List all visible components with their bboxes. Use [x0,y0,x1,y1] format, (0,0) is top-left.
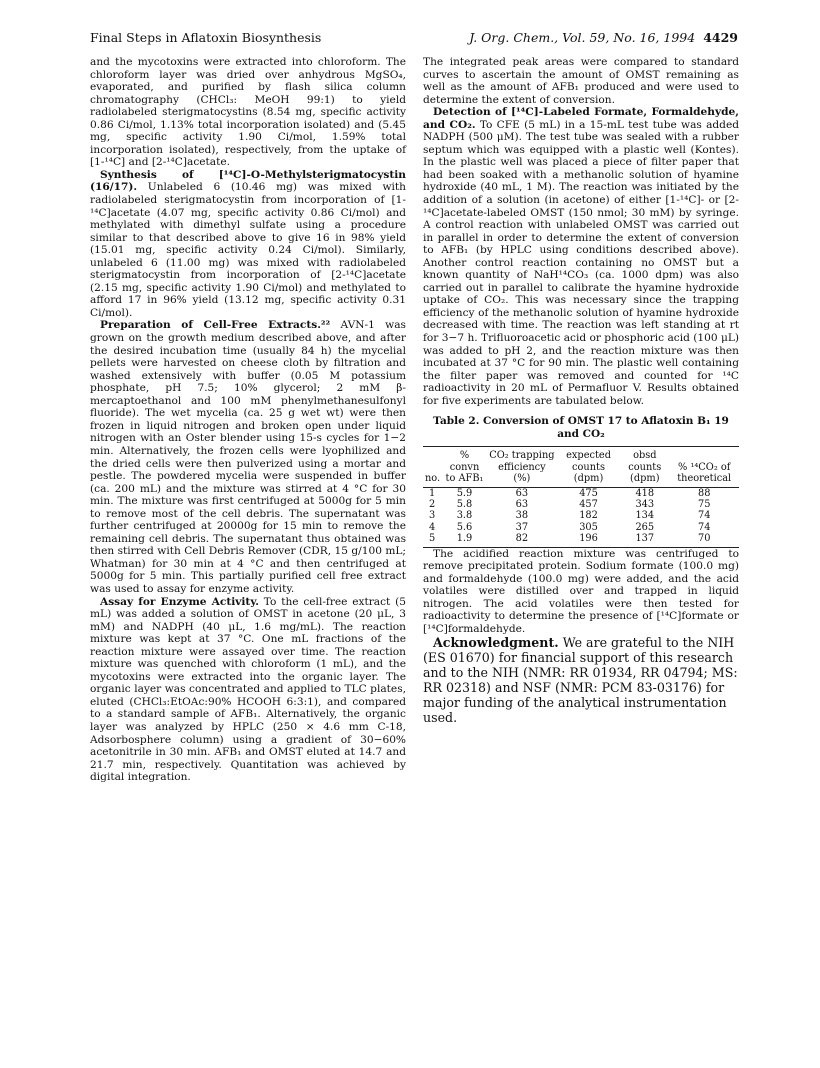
table-cell: 5.9 [456,487,473,499]
table-cell: 1 [429,487,436,499]
table-cell: 63 [515,487,529,499]
section-heading-detection: Detection of [¹⁴C]-Labeled Formate, Formaldehyde, and CO₂. [423,106,739,131]
table-row [423,533,739,547]
table-cell: 38 [515,510,529,522]
paragraph-body: AVN-1 was grown on the growth medium described above, and after the desired incubation time (usually 84 h) the mycelial pellets were harvested on cheese cloth by filtration and washed extensively with buffer (0.05 M potassium phosphate, pH 7.5; 10% glycerol; 2 mM β-mercaptoethanol and 100 mM phenylmethanesulfonyl fluoride). The wet mycelia (ca. 25 g wet wt) were then frozen in liquid nitrogen and broken open under liquid nitrogen with an Oster blender using 15-s cycles for 1−2 min. Alternatively, the frozen cells were lyophilized and the dried cells were then pulverized using a mortar and pestle. The powdered mycelia were suspended in buffer (ca. 200 mL) and the mixture was stirred at 4 °C for 30 min. The mixture was first centrifuged at 5000g for 5 min to remove most of the cell debris. The supernatant was further centrifuged at 20000g for 15 min to remove the remaining cell debris. The supernatant thus obtained was then stirred with Cell Debris Remover (CDR, 15 g/100 mL; Whatman) for 30 min at 4 °C and then centrifuged at 5000g for 5 min. This partially purified cell free extract was used to assay for enzyme activity. [90,319,406,595]
column-header: obsd counts (dpm) [628,450,662,485]
table-cell: 182 [579,510,598,522]
right-column [423,56,739,725]
table-cell: 63 [515,498,529,510]
table-cell: 305 [579,521,598,533]
table-cell: 5 [423,533,442,547]
acknowledgment [423,635,739,725]
table-cell: 82 [487,533,557,547]
table-cell: 74 [697,510,711,522]
table-cell: 3 [429,510,436,522]
table-cell: 5.8 [456,498,473,510]
paragraph-body: To the cell-free extract (5 mL) was added a solution of OMST in acetone (20 μL, 3 mM) and NADPH (40 μL, 1.6 mg/mL). The reaction mixture was kept at 37 °C. One mL fractions of the reaction mixture were assayed over time. The reaction mixture was quenched with chloroform (1 mL), and the mycotoxins were extracted into the organic layer. The organic layer was concentrated and applied to TLC plates, eluted (CHCl₃:EtOAc:90% HCOOH 6:3:1), and compared to a standard sample of AFB₁. Alternatively, the organic layer was analyzed by HPLC (250 × 4.6 mm C-18, Adsorbosphere column) using a gradient of 30−60% acetonitrile in 30 min. AFB₁ and OMST eluted at 14.7 and 21.7 min, respectively. Quantitation was achieved by digital integration. [90,595,406,784]
paragraph-synthesis-omst [90,169,406,320]
table-cell: 196 [557,533,620,547]
table-cell: 134 [635,510,655,522]
running-title: Final Steps in Aflatoxin Biosynthesis [90,30,322,45]
column-header: % ¹⁴CO₂ of theoretical [677,461,732,485]
table-row [423,487,739,499]
paragraph-continued: and the mycotoxins were extracted into chloroform. The chloroform layer was dried over anhydrous MgSO₄, evaporated, and purified by flash silica column chromatography (CHCl₃: MeOH 99:1) to yield radiolabeled sterigmatocystins (8.54 mg, specific activity 0.86 Ci/mol, 1.13% total incorporation isolated) and (5.45 mg, specific activity 1.90 Ci/mol, 1.59% total incorporation isolated), respectively, from the uptake of [1-¹⁴C] and [2-¹⁴C]acetate. [90,56,406,169]
section-heading-cell-free: Preparation of Cell-Free Extracts.²² [100,319,331,332]
table-row [423,510,739,521]
column-header: no. [425,473,441,485]
table-cell: 70 [669,533,739,547]
table-row [423,522,739,533]
journal-citation [469,30,738,45]
table-cell: 75 [697,498,711,510]
paragraph-detection [423,106,739,407]
table-cell: 418 [635,487,655,499]
table-row [423,499,739,510]
conversion-table [423,446,739,547]
paragraph-continued: The integrated peak areas were compared to standard curves to ascertain the amount of OMST remaining as well as the amount of AFB₁ produced and were used to determine the extent of conversion. [423,56,739,106]
table-cell: 37 [515,521,529,533]
paragraph-body: Unlabeled 6 (10.46 mg) was mixed with radiolabeled sterigmatocystin from incorporation of [1-¹⁴C]acetate (4.07 mg, specific activity 0.86 Ci/mol) and methylated with dimethyl sulfate using a procedure similar to that described above to give 16 in 98% yield (15.01 mg, specific activity 0.24 Ci/mol). Similarly, unlabeled 6 (11.00 mg) was mixed with radiolabeled sterigmatocystin from incorporation of [2-¹⁴C]acetate (2.15 mg, specific activity 1.90 Ci/mol) and methylated to afford 17 in 96% yield (13.12 mg, specific activity 0.31 Ci/mol). [90,181,406,319]
table-cell: 74 [697,521,711,533]
citation-text: J. Org. Chem., Vol. 59, No. 16, 1994 [469,30,696,45]
table-cell: 457 [579,498,598,510]
acknowledgment-heading: Acknowledgment. [433,635,559,651]
table-cell: 5.6 [456,521,473,533]
table-cell: 2 [429,498,436,510]
table-cell: 1.9 [442,533,487,547]
acknowledgment-body: We are grateful to the NIH (ES 01670) for financial support of this research and to the NIH (NMR: RR 01934, RR 04794; MS: RR 02318) and NSF (NMR: PCM 83-03176) for major funding of the analytical instrumentation used. [423,635,738,726]
paragraph-acid-volatiles: The acidified reaction mixture was centrifuged to remove precipitated protein. Sodium formate (100.0 mg) and formaldehyde (100.0 mg) were added, and the acid volatiles were distilled over and trapped in liquid nitrogen. The acid volatiles were then tested for radioactivity to determine the presence of [¹⁴C]formate or [¹⁴C]formaldehyde. [423,547,739,635]
table-header-row [423,447,739,487]
table-cell: 3.8 [456,510,473,522]
paragraph-body: To CFE (5 mL) in a 15-mL test tube was added NADPH (500 μM). The test tube was sealed with a rubber septum which was equipped with a plastic well (Kontes). In the plastic well was placed a piece of filter paper that had been soaked with a methanolic solution of hyamine hydroxide (40 mL, 1 M). The reaction was initiated by the addition of a solution (in acetone) of either [1-¹⁴C]- or [2-¹⁴C]acetate-labeled OMST (150 nmol; 30 mM) by syringe. A control reaction with unlabeled OMST was carried out in parallel in order to determine the extent of conversion to AFB₁ (by HPLC using conditions described above). Another control reaction containing no OMST but a known quantity of NaH¹⁴CO₃ (ca. 1000 dpm) was also carried out in parallel to calibrate the hyamine hydroxide uptake of CO₂. This was necessary since the trapping efficiency of the methanolic solution of hyamine hydroxide decreased with time. The reaction was left standing at rt for 3−7 h. Trifluoroacetic acid or phosphoric acid (100 μL) was added to pH 2, and the reaction mixture was then incubated at 37 °C for 90 min. The plastic well containing the filter paper was removed and counted for ¹⁴C radioactivity in 20 mL of Permafluor V. Results obtained for five experiments are tabulated below. [423,118,740,407]
paragraph-cell-free-extracts [90,319,406,595]
column-header: expected counts (dpm) [566,450,611,485]
table-cell: 88 [697,487,711,499]
table-cell: 4 [429,521,436,533]
left-column [90,56,406,784]
column-header: % convn to AFB₁ [445,450,484,485]
running-header [90,30,738,48]
table-caption: Table 2. Conversion of OMST 17 to Aflatoxin B₁ 19 and CO₂ [433,415,729,440]
section-heading-synthesis: Synthesis of [¹⁴C]-O-Methylsterigmatocystin (16/17). [90,168,406,194]
table-cell: 475 [579,487,598,499]
section-heading-assay: Assay for Enzyme Activity. [100,595,259,608]
paragraph-enzyme-assay [90,596,406,784]
column-header: CO₂ trapping efficiency (%) [489,450,555,485]
table-cell: 265 [635,521,655,533]
page-number: 4429 [703,30,738,45]
table-cell: 137 [620,533,669,547]
table-cell: 343 [635,498,655,510]
